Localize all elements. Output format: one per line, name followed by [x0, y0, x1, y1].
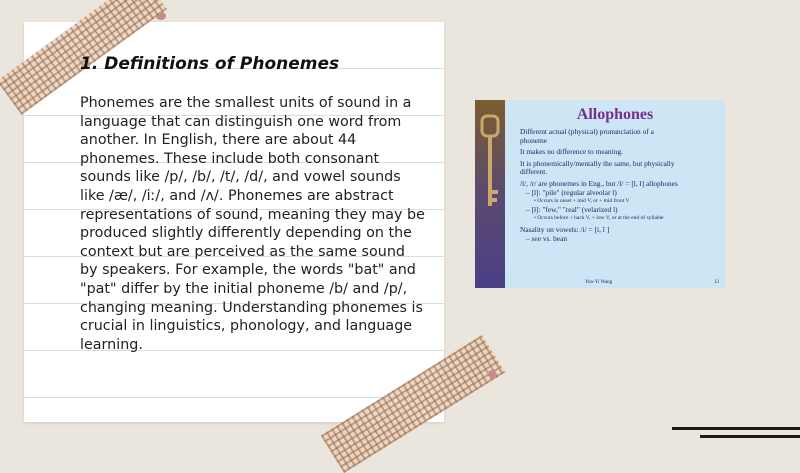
slide-title: Allophones — [576, 106, 654, 123]
slide-page-number: 13 — [714, 280, 719, 285]
slide-line: /l/, /r/ are phonemes in Eng., but /l/ = [l, ł] allophones — [520, 178, 678, 188]
slide-line: phoneme — [520, 135, 548, 145]
slide-line: different. — [520, 167, 548, 177]
slide-line: Different actual (physical) pronunciation of a — [520, 127, 654, 136]
slide-line: – [l]: "pile" (regular alveolar l) — [526, 187, 617, 197]
key-icon — [478, 112, 502, 212]
slide-line: Nasality on vowels: /i/ = [i, ĩ ] — [520, 224, 610, 234]
slide-line: • Occurs in onset + mid V, or + mid front V — [534, 198, 630, 205]
decorative-rule — [700, 435, 800, 438]
slide-line: It makes no difference to meaning. — [520, 147, 623, 157]
decorative-rule — [672, 427, 800, 430]
slide-line: • Occurs before + back V, + low V, or at the end of syllable — [534, 215, 664, 222]
allophones-slide-image — [475, 100, 725, 288]
body-paragraph: Phonemes are the smallest units of sound in a language that can distinguish one word from another. In English, there are about 44 phonemes. These include both consonant sounds like /p/, /b/, /t/, /d/, and vowel sounds like /æ/, /iː/, and /ʌ/. Phonemes are abstract representations of sound, meaning they may be produced slightly differently depending on the context but are perceived as the same sound by speakers. For example, the words "bat" and "pat" differ by the initial phoneme /b/ and /p/, changing meaning. Understanding phonemes is crucial in linguistics, phonology, and language learning. — [80, 95, 425, 353]
decorative-dot — [488, 370, 496, 378]
slide-bullets — [520, 128, 720, 243]
slide-line: – [ł]: "few," "real" (velarized l) — [526, 204, 618, 214]
slide-line: – see vs. bean — [526, 233, 568, 243]
section-heading: 1. Definitions of Phonemes — [80, 54, 340, 74]
slide-line: It is phonemically/mentally the same, but physically — [520, 158, 675, 168]
slide-footer: Yun-Yi Wang — [585, 280, 613, 285]
